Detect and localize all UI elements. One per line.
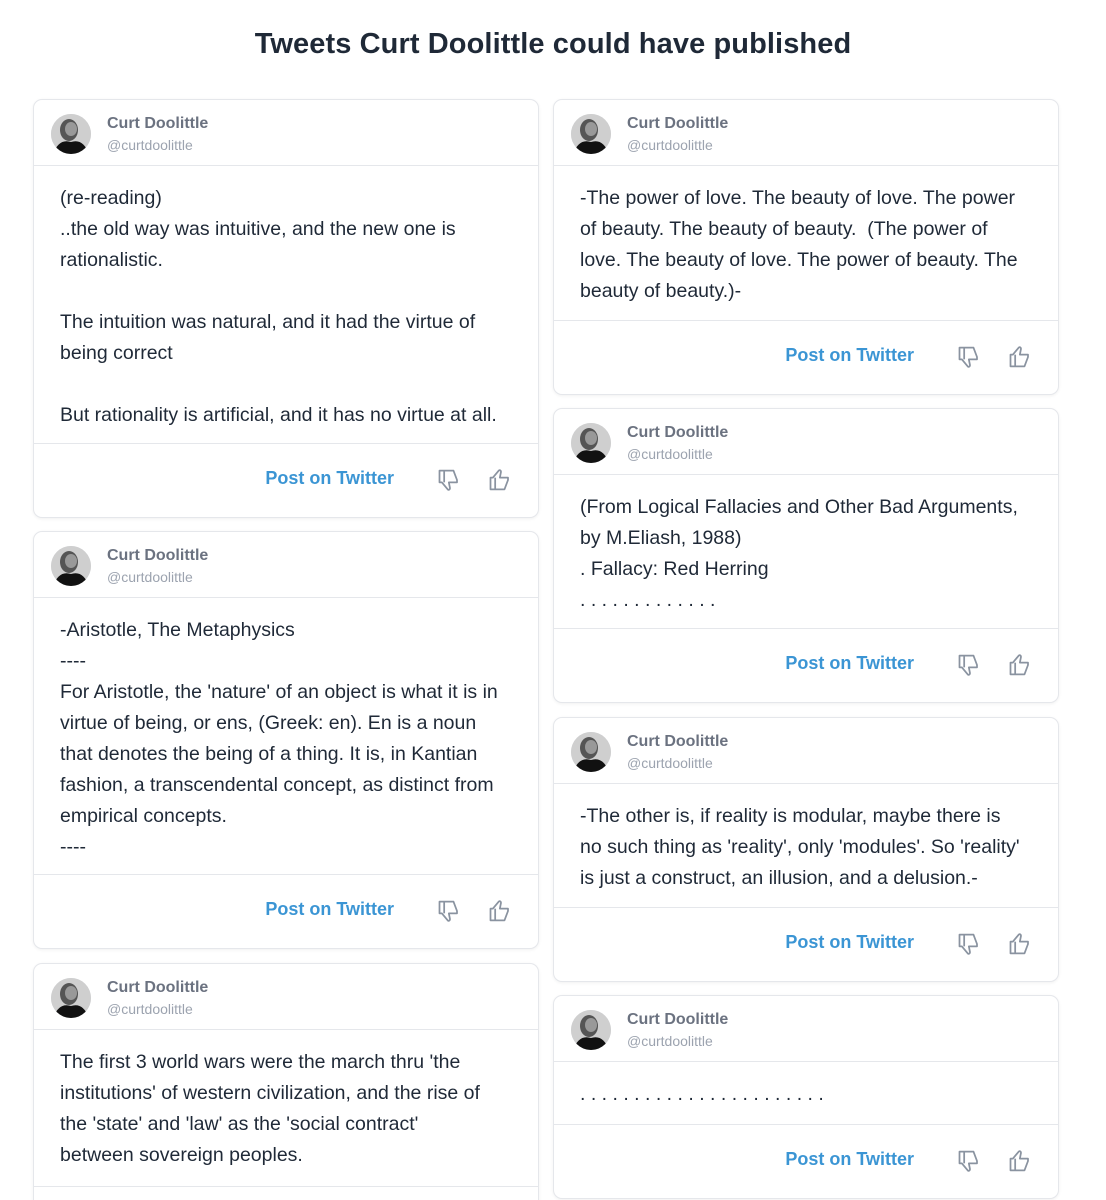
thumbs-up-icon[interactable] xyxy=(487,897,515,925)
avatar xyxy=(51,546,91,586)
thumbs-up-icon[interactable] xyxy=(487,466,515,494)
tweet-header xyxy=(554,100,1058,166)
avatar xyxy=(571,423,611,463)
author-name: Curt Doolittle xyxy=(627,733,729,750)
author-handle: @curtdoolittle xyxy=(627,137,713,153)
page-title: Tweets Curt Doolittle could have published xyxy=(254,28,852,60)
thumbs-down-icon[interactable] xyxy=(956,1147,984,1175)
thumbs-down-icon[interactable] xyxy=(956,343,984,371)
tweet-text: -The power of love. The beauty of love. The power of beauty. The beauty of beauty. (The power of love. The beauty of love. The power of beauty. The beauty of beauty.)- xyxy=(580,187,1018,302)
tweet-footer xyxy=(34,874,538,948)
tweet-card xyxy=(553,408,1059,703)
author-handle: @curtdoolittle xyxy=(107,1001,193,1017)
tweet-card xyxy=(553,717,1059,982)
author-name: Curt Doolittle xyxy=(627,424,729,441)
tweet-text: The first 3 world wars were the march thru 'the institutions' of western civilization, and the rise of the 'state' and 'law' as the 'social contract' between sovereign peoples. xyxy=(60,1051,480,1166)
author-handle: @curtdoolittle xyxy=(107,569,193,585)
avatar xyxy=(51,978,91,1018)
author-name: Curt Doolittle xyxy=(107,979,209,996)
author-name: Curt Doolittle xyxy=(107,115,209,132)
avatar xyxy=(571,1010,611,1050)
thumbs-up-icon[interactable] xyxy=(1007,343,1035,371)
author-handle: @curtdoolittle xyxy=(627,755,713,771)
post-on-twitter-link[interactable]: Post on Twitter xyxy=(265,468,394,488)
thumbs-down-icon[interactable] xyxy=(436,466,464,494)
tweet-card xyxy=(33,99,539,518)
divider xyxy=(34,1186,538,1187)
tweet-card xyxy=(33,531,539,949)
thumbs-down-icon[interactable] xyxy=(956,930,984,958)
tweet-card xyxy=(553,995,1059,1199)
tweet-text: (From Logical Fallacies and Other Bad Arguments, by M.Eliash, 1988) . Fallacy: Red Herring . . . . . . . . . . . . . xyxy=(580,496,1018,611)
tweet-header xyxy=(34,100,538,166)
post-on-twitter-link[interactable]: Post on Twitter xyxy=(785,653,914,673)
tweet-footer xyxy=(554,907,1058,981)
post-on-twitter-link[interactable]: Post on Twitter xyxy=(785,932,914,952)
tweet-footer xyxy=(554,1124,1058,1198)
avatar xyxy=(51,114,91,154)
post-on-twitter-link[interactable]: Post on Twitter xyxy=(785,1149,914,1169)
thumbs-up-icon[interactable] xyxy=(1007,1147,1035,1175)
tweet-header xyxy=(554,996,1058,1062)
author-name: Curt Doolittle xyxy=(627,115,729,132)
post-on-twitter-link[interactable]: Post on Twitter xyxy=(265,899,394,919)
tweet-text: (re-reading) ..the old way was intuitive, and the new one is rationalistic. The intuition was natural, and it had the virtue of being correct But rationality is artificial, and it has no virtue at all. xyxy=(60,187,497,426)
author-handle: @curtdoolittle xyxy=(627,446,713,462)
author-name: Curt Doolittle xyxy=(627,1011,729,1028)
tweet-card xyxy=(553,99,1059,395)
tweet-text: -The other is, if reality is modular, maybe there is no such thing as 'reality', only 'modules'. So 'reality' is just a construct, an illusion, and a delusion.- xyxy=(580,805,1020,889)
tweet-text: . . . . . . . . . . . . . . . . . . . . . . . xyxy=(580,1083,824,1105)
author-name: Curt Doolittle xyxy=(107,547,209,564)
tweet-footer xyxy=(554,628,1058,702)
author-handle: @curtdoolittle xyxy=(627,1033,713,1049)
tweet-header xyxy=(554,718,1058,784)
author-handle: @curtdoolittle xyxy=(107,137,193,153)
tweet-header xyxy=(34,532,538,598)
tweet-footer xyxy=(554,320,1058,394)
tweet-text: -Aristotle, The Metaphysics ---- For Aristotle, the 'nature' of an object is what it is in virtue of being, or ens, (Greek: en). En is a noun that denotes the being of a thing. It is, in Kantian fashion, a transcendental concept, as distinct from empirical concepts. ---- xyxy=(60,619,498,858)
tweet-header xyxy=(554,409,1058,475)
thumbs-up-icon[interactable] xyxy=(1007,930,1035,958)
thumbs-down-icon[interactable] xyxy=(956,651,984,679)
thumbs-down-icon[interactable] xyxy=(436,897,464,925)
thumbs-up-icon[interactable] xyxy=(1007,651,1035,679)
tweet-footer xyxy=(34,443,538,517)
post-on-twitter-link[interactable]: Post on Twitter xyxy=(785,345,914,365)
tweet-header xyxy=(34,964,538,1030)
tweet-card xyxy=(33,963,539,1200)
avatar xyxy=(571,732,611,772)
avatar xyxy=(571,114,611,154)
